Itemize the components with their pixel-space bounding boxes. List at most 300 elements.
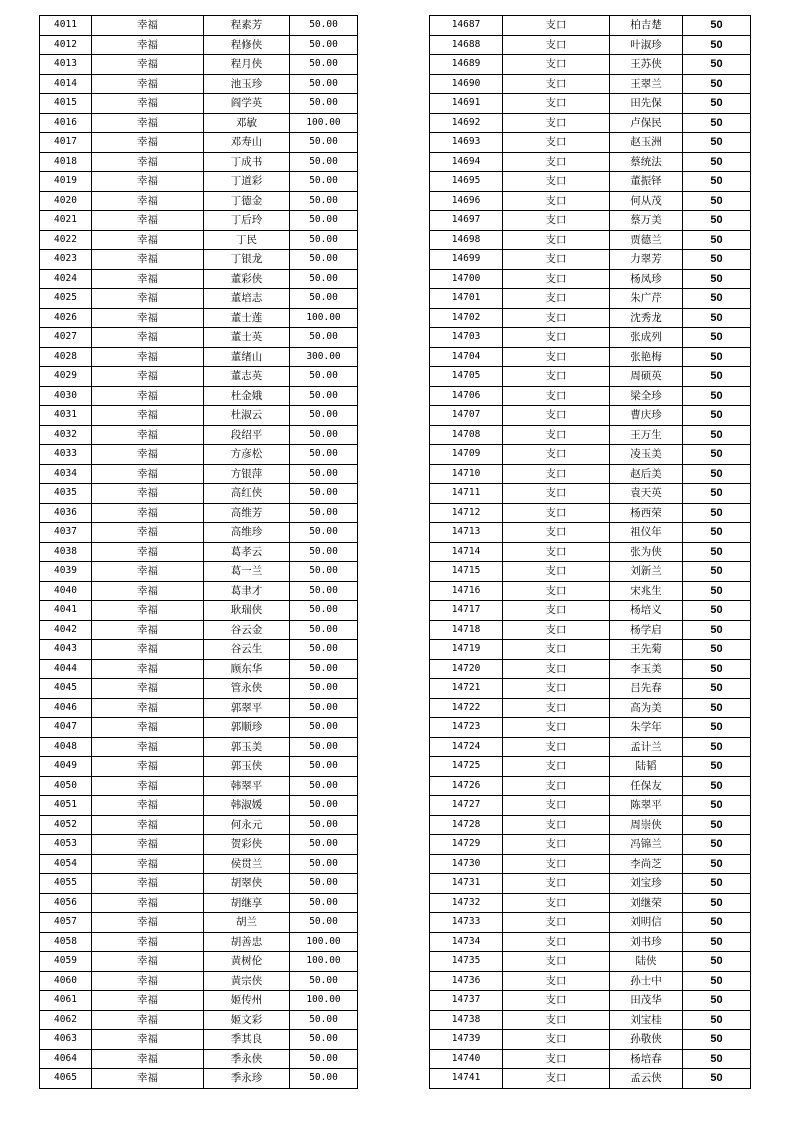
area-cell: 支口 [503,328,610,348]
table-row [40,230,358,250]
amount-cell: 50.00 [290,737,358,757]
id-cell: 14725 [430,757,503,777]
name-cell: 高红侠 [204,484,290,504]
area-cell: 幸福 [92,679,204,699]
table-row [40,269,358,289]
amount-cell: 100.00 [290,952,358,972]
area-cell: 幸福 [92,776,204,796]
amount-cell: 100.00 [290,113,358,133]
area-cell: 支口 [503,289,610,309]
name-cell: 侯贯兰 [204,854,290,874]
id-cell: 14718 [430,620,503,640]
table-row [430,94,751,114]
table-row [40,835,358,855]
area-cell: 支口 [503,347,610,367]
table-row [40,796,358,816]
amount-cell: 50.00 [290,425,358,445]
area-cell: 幸福 [92,35,204,55]
id-cell: 14741 [430,1069,503,1089]
table-row [430,133,751,153]
id-cell: 14714 [430,542,503,562]
area-cell: 幸福 [92,347,204,367]
id-cell: 14713 [430,523,503,543]
name-cell: 陈翠平 [610,796,683,816]
amount-cell: 50.00 [290,55,358,75]
id-cell: 4036 [40,503,92,523]
amount-cell: 50 [683,250,751,270]
table-row [430,484,751,504]
name-cell: 祖仪年 [610,523,683,543]
table-row [40,679,358,699]
area-cell: 幸福 [92,367,204,387]
id-cell: 4047 [40,718,92,738]
id-cell: 4043 [40,640,92,660]
table-row [40,386,358,406]
name-cell: 柏吉楚 [610,16,683,36]
table-row [430,523,751,543]
table-row [40,94,358,114]
amount-cell: 50 [683,913,751,933]
table-row [430,620,751,640]
area-cell: 支口 [503,815,610,835]
name-cell: 杨培春 [610,1049,683,1069]
area-cell: 支口 [503,757,610,777]
id-cell: 4056 [40,893,92,913]
area-cell: 幸福 [92,55,204,75]
table-row [430,718,751,738]
area-cell: 支口 [503,406,610,426]
area-cell: 幸福 [92,913,204,933]
id-cell: 14702 [430,308,503,328]
table-row [40,211,358,231]
name-cell: 邓寿山 [204,133,290,153]
name-cell: 刘书珍 [610,932,683,952]
name-cell: 姬传州 [204,991,290,1011]
table-row [430,913,751,933]
area-cell: 幸福 [92,698,204,718]
id-cell: 4016 [40,113,92,133]
table-row [40,191,358,211]
amount-cell: 50 [683,737,751,757]
id-cell: 14727 [430,796,503,816]
table-row [430,250,751,270]
amount-cell: 50.00 [290,776,358,796]
id-cell: 4059 [40,952,92,972]
name-cell: 田茂华 [610,991,683,1011]
area-cell: 支口 [503,620,610,640]
name-cell: 程素芳 [204,16,290,36]
id-cell: 14723 [430,718,503,738]
name-cell: 方银萍 [204,464,290,484]
amount-cell: 100.00 [290,308,358,328]
name-cell: 杨学启 [610,620,683,640]
area-cell: 支口 [503,562,610,582]
name-cell: 郭翠平 [204,698,290,718]
area-cell: 支口 [503,113,610,133]
name-cell: 梁全珍 [610,386,683,406]
amount-cell: 50 [683,211,751,231]
id-cell: 4026 [40,308,92,328]
amount-cell: 50 [683,562,751,582]
area-cell: 幸福 [92,737,204,757]
name-cell: 阎学英 [204,94,290,114]
area-cell: 幸福 [92,445,204,465]
id-cell: 4013 [40,55,92,75]
id-cell: 14719 [430,640,503,660]
name-cell: 方彦松 [204,445,290,465]
table-row [430,1069,751,1089]
amount-cell: 100.00 [290,932,358,952]
table-row [430,35,751,55]
id-cell: 14720 [430,659,503,679]
table-row [40,250,358,270]
table-row [40,367,358,387]
area-cell: 幸福 [92,874,204,894]
area-cell: 幸福 [92,620,204,640]
area-cell: 支口 [503,893,610,913]
table-row [40,172,358,192]
id-cell: 4038 [40,542,92,562]
table-row [430,776,751,796]
table-row [40,308,358,328]
amount-cell: 50.00 [290,94,358,114]
table-row [430,971,751,991]
name-cell: 孟计兰 [610,737,683,757]
amount-cell: 50.00 [290,328,358,348]
name-cell: 丁德金 [204,191,290,211]
table-row [430,1049,751,1069]
id-cell: 14690 [430,74,503,94]
name-cell: 高维芳 [204,503,290,523]
table-row [430,796,751,816]
name-cell: 蔡统法 [610,152,683,172]
table-row [40,133,358,153]
table-row [430,1030,751,1050]
table-row [430,347,751,367]
amount-cell: 50 [683,35,751,55]
amount-cell: 50 [683,679,751,699]
amount-cell: 50.00 [290,796,358,816]
id-cell: 4032 [40,425,92,445]
id-cell: 4064 [40,1049,92,1069]
table-row [430,113,751,133]
table-row [430,542,751,562]
area-cell: 幸福 [92,191,204,211]
amount-cell: 50 [683,367,751,387]
name-cell: 王先菊 [610,640,683,660]
id-cell: 4051 [40,796,92,816]
amount-cell: 50.00 [290,893,358,913]
name-cell: 凌玉美 [610,445,683,465]
area-cell: 幸福 [92,230,204,250]
id-cell: 14710 [430,464,503,484]
id-cell: 4014 [40,74,92,94]
table-row [40,503,358,523]
area-cell: 支口 [503,776,610,796]
area-cell: 幸福 [92,1030,204,1050]
area-cell: 支口 [503,74,610,94]
name-cell: 季永侠 [204,1049,290,1069]
table-row [40,601,358,621]
amount-cell: 50 [683,328,751,348]
table-row [430,269,751,289]
amount-cell: 50 [683,191,751,211]
amount-cell: 50 [683,581,751,601]
amount-cell: 50.00 [290,1069,358,1089]
id-cell: 4054 [40,854,92,874]
amount-cell: 50 [683,659,751,679]
area-cell: 支口 [503,1030,610,1050]
amount-cell: 50.00 [290,211,358,231]
area-cell: 支口 [503,659,610,679]
id-cell: 4035 [40,484,92,504]
amount-cell: 50.00 [290,640,358,660]
area-cell: 支口 [503,1069,610,1089]
area-cell: 支口 [503,230,610,250]
name-cell: 曹庆珍 [610,406,683,426]
amount-cell: 50 [683,1010,751,1030]
id-cell: 14697 [430,211,503,231]
id-cell: 4020 [40,191,92,211]
area-cell: 支口 [503,464,610,484]
area-cell: 支口 [503,698,610,718]
area-cell: 幸福 [92,1069,204,1089]
amount-cell: 50 [683,815,751,835]
area-cell: 幸福 [92,854,204,874]
amount-cell: 50.00 [290,854,358,874]
id-cell: 4030 [40,386,92,406]
id-cell: 4028 [40,347,92,367]
name-cell: 丁道彩 [204,172,290,192]
id-cell: 4040 [40,581,92,601]
id-cell: 14733 [430,913,503,933]
id-cell: 14735 [430,952,503,972]
table-row [430,932,751,952]
name-cell: 袁天英 [610,484,683,504]
area-cell: 支口 [503,386,610,406]
id-cell: 14722 [430,698,503,718]
table-row [430,659,751,679]
name-cell: 刘新兰 [610,562,683,582]
amount-cell: 50 [683,289,751,309]
id-cell: 14703 [430,328,503,348]
amount-cell: 50.00 [290,620,358,640]
area-cell: 幸福 [92,406,204,426]
table-row [40,445,358,465]
table-row [40,55,358,75]
amount-cell: 50 [683,484,751,504]
area-cell: 幸福 [92,796,204,816]
name-cell: 董志英 [204,367,290,387]
amount-cell: 50 [683,269,751,289]
name-cell: 孙敬侠 [610,1030,683,1050]
table-row [40,874,358,894]
table-row [40,659,358,679]
name-cell: 丁民 [204,230,290,250]
amount-cell: 50.00 [290,679,358,699]
name-cell: 季永珍 [204,1069,290,1089]
area-cell: 幸福 [92,601,204,621]
amount-cell: 50.00 [290,757,358,777]
name-cell: 王万生 [610,425,683,445]
amount-cell: 50.00 [290,172,358,192]
area-cell: 幸福 [92,113,204,133]
table-row [430,991,751,1011]
id-cell: 4042 [40,620,92,640]
area-cell: 幸福 [92,94,204,114]
table-row [430,952,751,972]
name-cell: 刘宝桂 [610,1010,683,1030]
amount-cell: 50.00 [290,367,358,387]
amount-cell: 50.00 [290,484,358,504]
table-row [40,542,358,562]
amount-cell: 50 [683,16,751,36]
name-cell: 池玉珍 [204,74,290,94]
amount-cell: 50.00 [290,74,358,94]
table-row [430,230,751,250]
name-cell: 郭顺珍 [204,718,290,738]
name-cell: 刘明信 [610,913,683,933]
id-cell: 4049 [40,757,92,777]
area-cell: 幸福 [92,328,204,348]
id-cell: 4060 [40,971,92,991]
name-cell: 谷云金 [204,620,290,640]
area-cell: 支口 [503,581,610,601]
area-cell: 支口 [503,679,610,699]
area-cell: 支口 [503,640,610,660]
area-cell: 支口 [503,874,610,894]
table-row [430,640,751,660]
amount-cell: 50 [683,874,751,894]
amount-cell: 50.00 [290,1010,358,1030]
name-cell: 胡兰 [204,913,290,933]
table-row [40,113,358,133]
amount-cell: 50 [683,932,751,952]
amount-cell: 50 [683,523,751,543]
table-row [40,854,358,874]
id-cell: 4034 [40,464,92,484]
table-row [40,347,358,367]
id-cell: 14700 [430,269,503,289]
name-cell: 朱广芹 [610,289,683,309]
amount-cell: 50.00 [290,152,358,172]
table-row [40,74,358,94]
table-row [430,581,751,601]
name-cell: 王苏侠 [610,55,683,75]
area-cell: 幸福 [92,971,204,991]
name-cell: 杜淑云 [204,406,290,426]
table-row [430,464,751,484]
name-cell: 郭玉侠 [204,757,290,777]
table-row [40,718,358,738]
area-cell: 幸福 [92,991,204,1011]
name-cell: 张艳梅 [610,347,683,367]
table-row [40,1049,358,1069]
name-cell: 季其良 [204,1030,290,1050]
id-cell: 4015 [40,94,92,114]
amount-cell: 50.00 [290,659,358,679]
left-table-body [40,16,358,1089]
table-row [430,698,751,718]
amount-cell: 50.00 [290,835,358,855]
name-cell: 高维珍 [204,523,290,543]
name-cell: 管永侠 [204,679,290,699]
table-row [40,406,358,426]
table-row [40,464,358,484]
table-row [430,406,751,426]
area-cell: 支口 [503,367,610,387]
name-cell: 贾德兰 [610,230,683,250]
id-cell: 14731 [430,874,503,894]
id-cell: 4037 [40,523,92,543]
name-cell: 董绪山 [204,347,290,367]
name-cell: 赵玉洲 [610,133,683,153]
area-cell: 幸福 [92,718,204,738]
amount-cell: 50.00 [290,1049,358,1069]
area-cell: 幸福 [92,133,204,153]
area-cell: 幸福 [92,659,204,679]
name-cell: 李玉美 [610,659,683,679]
id-cell: 14728 [430,815,503,835]
id-cell: 14691 [430,94,503,114]
area-cell: 幸福 [92,581,204,601]
table-row [40,425,358,445]
area-cell: 幸福 [92,835,204,855]
id-cell: 4048 [40,737,92,757]
amount-cell: 50.00 [290,913,358,933]
area-cell: 幸福 [92,269,204,289]
id-cell: 14688 [430,35,503,55]
name-cell: 杨培义 [610,601,683,621]
area-cell: 幸福 [92,542,204,562]
area-cell: 支口 [503,16,610,36]
name-cell: 董振铎 [610,172,683,192]
name-cell: 何从茂 [610,191,683,211]
id-cell: 14724 [430,737,503,757]
id-cell: 4057 [40,913,92,933]
name-cell: 胡善忠 [204,932,290,952]
area-cell: 支口 [503,542,610,562]
right-table-body [430,16,751,1089]
amount-cell: 50 [683,601,751,621]
table-row [40,913,358,933]
area-cell: 支口 [503,269,610,289]
id-cell: 14712 [430,503,503,523]
table-row [430,152,751,172]
amount-cell: 50 [683,796,751,816]
name-cell: 周崇侠 [610,815,683,835]
id-cell: 4058 [40,932,92,952]
amount-cell: 300.00 [290,347,358,367]
name-cell: 段绍平 [204,425,290,445]
area-cell: 幸福 [92,211,204,231]
table-row [40,523,358,543]
area-cell: 支口 [503,835,610,855]
id-cell: 14738 [430,1010,503,1030]
amount-cell: 50.00 [290,386,358,406]
amount-cell: 50.00 [290,601,358,621]
right-table [429,15,751,1089]
id-cell: 14693 [430,133,503,153]
table-row [40,484,358,504]
area-cell: 幸福 [92,1010,204,1030]
area-cell: 幸福 [92,503,204,523]
table-row [40,152,358,172]
table-row [40,698,358,718]
id-cell: 14739 [430,1030,503,1050]
amount-cell: 50 [683,464,751,484]
area-cell: 支口 [503,172,610,192]
